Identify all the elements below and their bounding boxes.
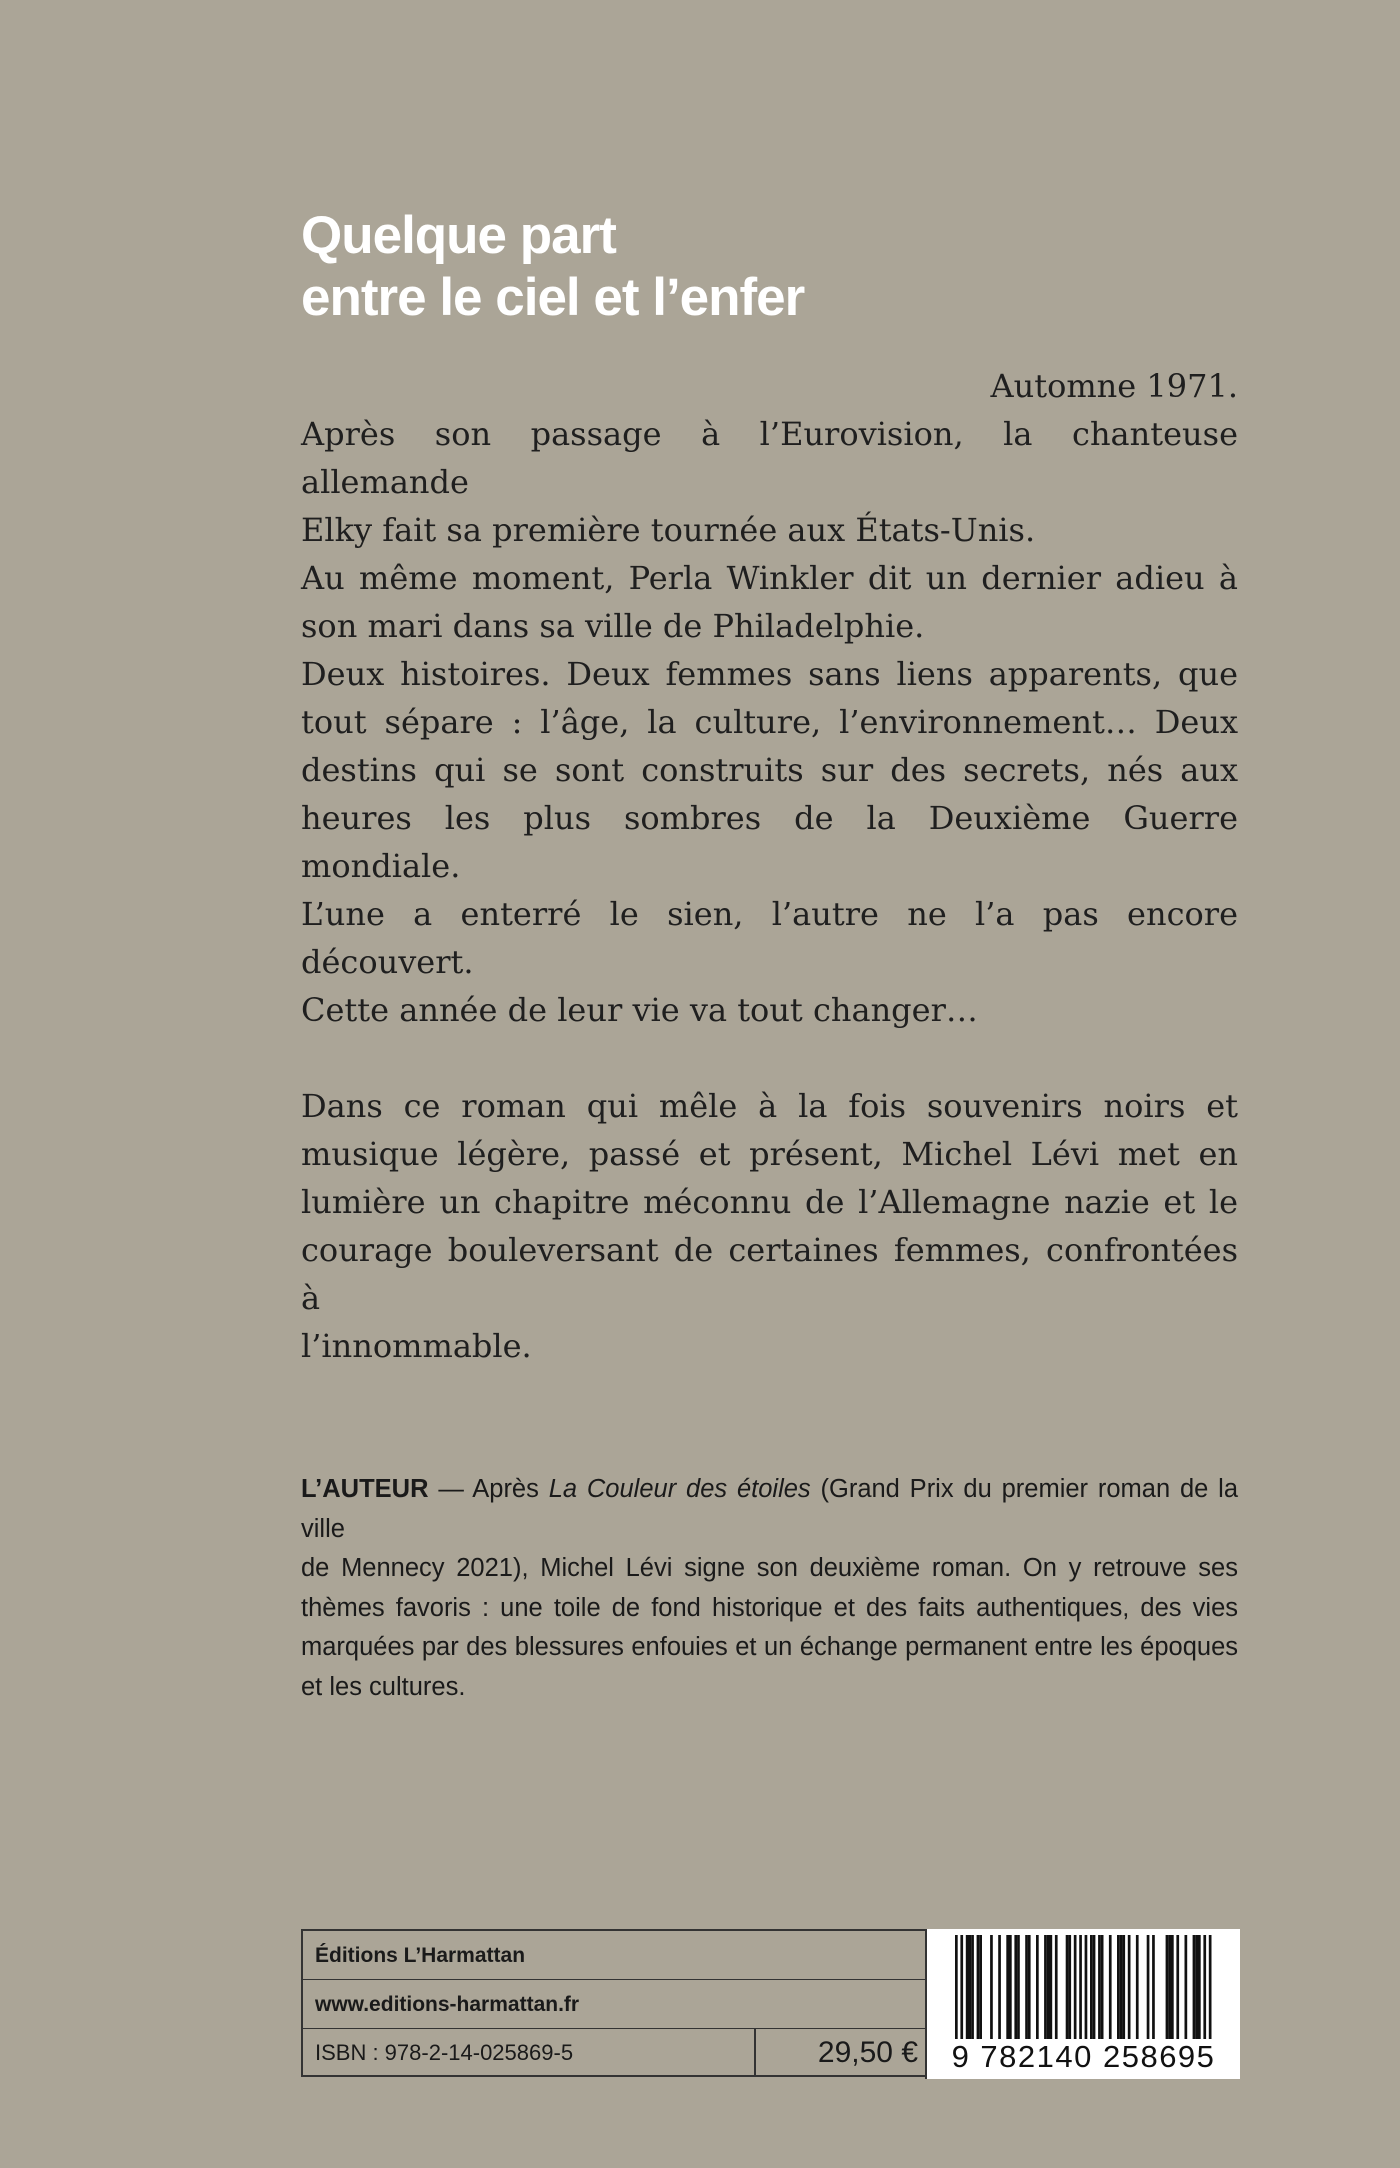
barcode-bar	[1090, 1935, 1093, 2043]
blurb-line: lumière un chapitre méconnu de l’Allemagne nazie et le	[301, 1183, 1238, 1221]
barcode-bar	[1152, 1935, 1155, 2043]
blurb-line: Cette année de leur vie va tout changer…	[301, 991, 978, 1029]
author-pre: Après	[472, 1475, 549, 1503]
blurb-line: L’une a enterré le sien, l’autre ne l’a pas encore découvert.	[301, 895, 1238, 981]
barcode-bar	[977, 1935, 980, 2043]
publisher-name: Éditions L’Harmattan	[303, 1931, 926, 1980]
author-label: L’AUTEUR	[301, 1475, 429, 1503]
author-bio-line: thèmes favoris : une toile de fond historique et des faits authentiques, des vies	[301, 1593, 1238, 1622]
blurb-line: heures les plus sombres de la Deuxième Guerre mondiale.	[301, 799, 1238, 885]
author-dash: —	[428, 1475, 473, 1503]
barcode-bar	[1025, 1935, 1028, 2043]
barcode-bar	[1168, 1935, 1171, 2043]
barcode-bar	[1195, 1935, 1198, 2043]
barcode-bar	[990, 1935, 993, 2043]
barcode-bar	[1193, 1935, 1196, 2043]
barcode-bar	[1009, 1935, 1012, 2043]
blurb-line: Deux histoires. Deux femmes sans liens apparents, que	[301, 655, 1238, 693]
author-bio-line	[301, 1470, 1238, 1549]
barcode-bar	[966, 1935, 969, 2043]
blurb-line: Elky fait sa première tournée aux États-Unis.	[301, 511, 1036, 549]
barcode-bar	[1117, 1935, 1120, 2043]
barcode-bar	[1136, 1935, 1139, 2043]
barcode-bar	[1109, 1935, 1112, 2043]
barcode-bar	[969, 1935, 972, 2043]
barcode-bar	[1098, 1935, 1101, 2043]
author-bio-line: de Mennecy 2021), Michel Lévi signe son deuxième roman. On y retrouve ses	[301, 1554, 1238, 1582]
barcode-bar	[1036, 1935, 1039, 2043]
blurb-intro: Automne 1971.	[990, 367, 1238, 405]
barcode-digits: 9 782140 258695	[927, 2039, 1240, 2075]
title-line-2: entre le ciel et l’enfer	[301, 268, 805, 327]
barcode-bar	[1128, 1935, 1131, 2043]
blurb-line: son mari dans sa ville de Philadelphie.	[301, 607, 925, 645]
blurb-line: destins qui se sont construits sur des secrets, nés aux	[301, 751, 1238, 789]
book-title	[301, 205, 804, 329]
barcode-bar	[1028, 1935, 1031, 2043]
barcode-bar	[1068, 1935, 1071, 2043]
barcode-bar	[979, 1935, 982, 2043]
barcode-bar	[1101, 1935, 1104, 2043]
blurb-line: Au même moment, Perla Winkler dit un dernier adieu à	[301, 559, 1238, 597]
barcode-bar	[1147, 1935, 1150, 2043]
blurb-line: Après son passage à l’Eurovision, la chanteuse allemande	[301, 415, 1238, 501]
price: 29,50 €	[817, 2036, 918, 2069]
blurb-line: Dans ce roman qui mêle à la fois souvenirs noirs et	[301, 1087, 1238, 1125]
author-post: (Grand Prix du premier roman de la ville	[301, 1475, 1239, 1543]
barcode-bar	[1185, 1935, 1188, 2043]
barcode-bar	[1176, 1935, 1179, 2043]
barcode-bar	[1055, 1935, 1058, 2043]
barcode-bar	[998, 1935, 1001, 2043]
barcode-bar	[1122, 1935, 1125, 2043]
barcode-bar	[1044, 1935, 1047, 2043]
author-bio	[301, 1470, 1238, 1707]
barcode-bar	[1166, 1935, 1169, 2043]
barcode-bar	[1066, 1935, 1069, 2043]
barcode-bar	[1014, 1935, 1017, 2043]
previous-book-title: La Couleur des étoiles	[548, 1475, 811, 1503]
blurb	[301, 362, 1238, 1370]
barcode-bar	[1074, 1935, 1077, 2043]
barcode-bar	[1050, 1935, 1053, 2043]
barcode-bar	[1198, 1935, 1201, 2043]
blurb-line: musique légère, passé et présent, Michel Lévi met en	[301, 1135, 1238, 1173]
barcode-bar	[1017, 1935, 1020, 2043]
barcode	[925, 1929, 1240, 2079]
barcode-bar	[1047, 1935, 1050, 2043]
barcode-bar	[1120, 1935, 1123, 2043]
barcode-bar	[1171, 1935, 1174, 2043]
author-bio-line: marquées par des blessures enfouies et un échange permanent entre les époques	[301, 1633, 1238, 1661]
author-bio-line: et les cultures.	[301, 1672, 466, 1701]
isbn: ISBN : 978-2-14-025869-5	[315, 2040, 574, 2065]
publisher-info-box	[301, 1929, 1238, 2077]
barcode-bar	[1093, 1935, 1096, 2043]
title-line-1: Quelque part	[301, 206, 616, 265]
blurb-line: l’innommable.	[301, 1327, 532, 1365]
paragraph-gap	[301, 1034, 1238, 1082]
barcode-bar	[971, 1935, 974, 2043]
barcode-bar	[1006, 1935, 1009, 2043]
blurb-line: courage bouleversant de certaines femmes, confrontées à	[301, 1231, 1238, 1317]
blurb-line: tout sépare : l’âge, la culture, l’environnement… Deux	[301, 703, 1238, 741]
publisher-website: www.editions-harmattan.fr	[303, 1980, 926, 2029]
